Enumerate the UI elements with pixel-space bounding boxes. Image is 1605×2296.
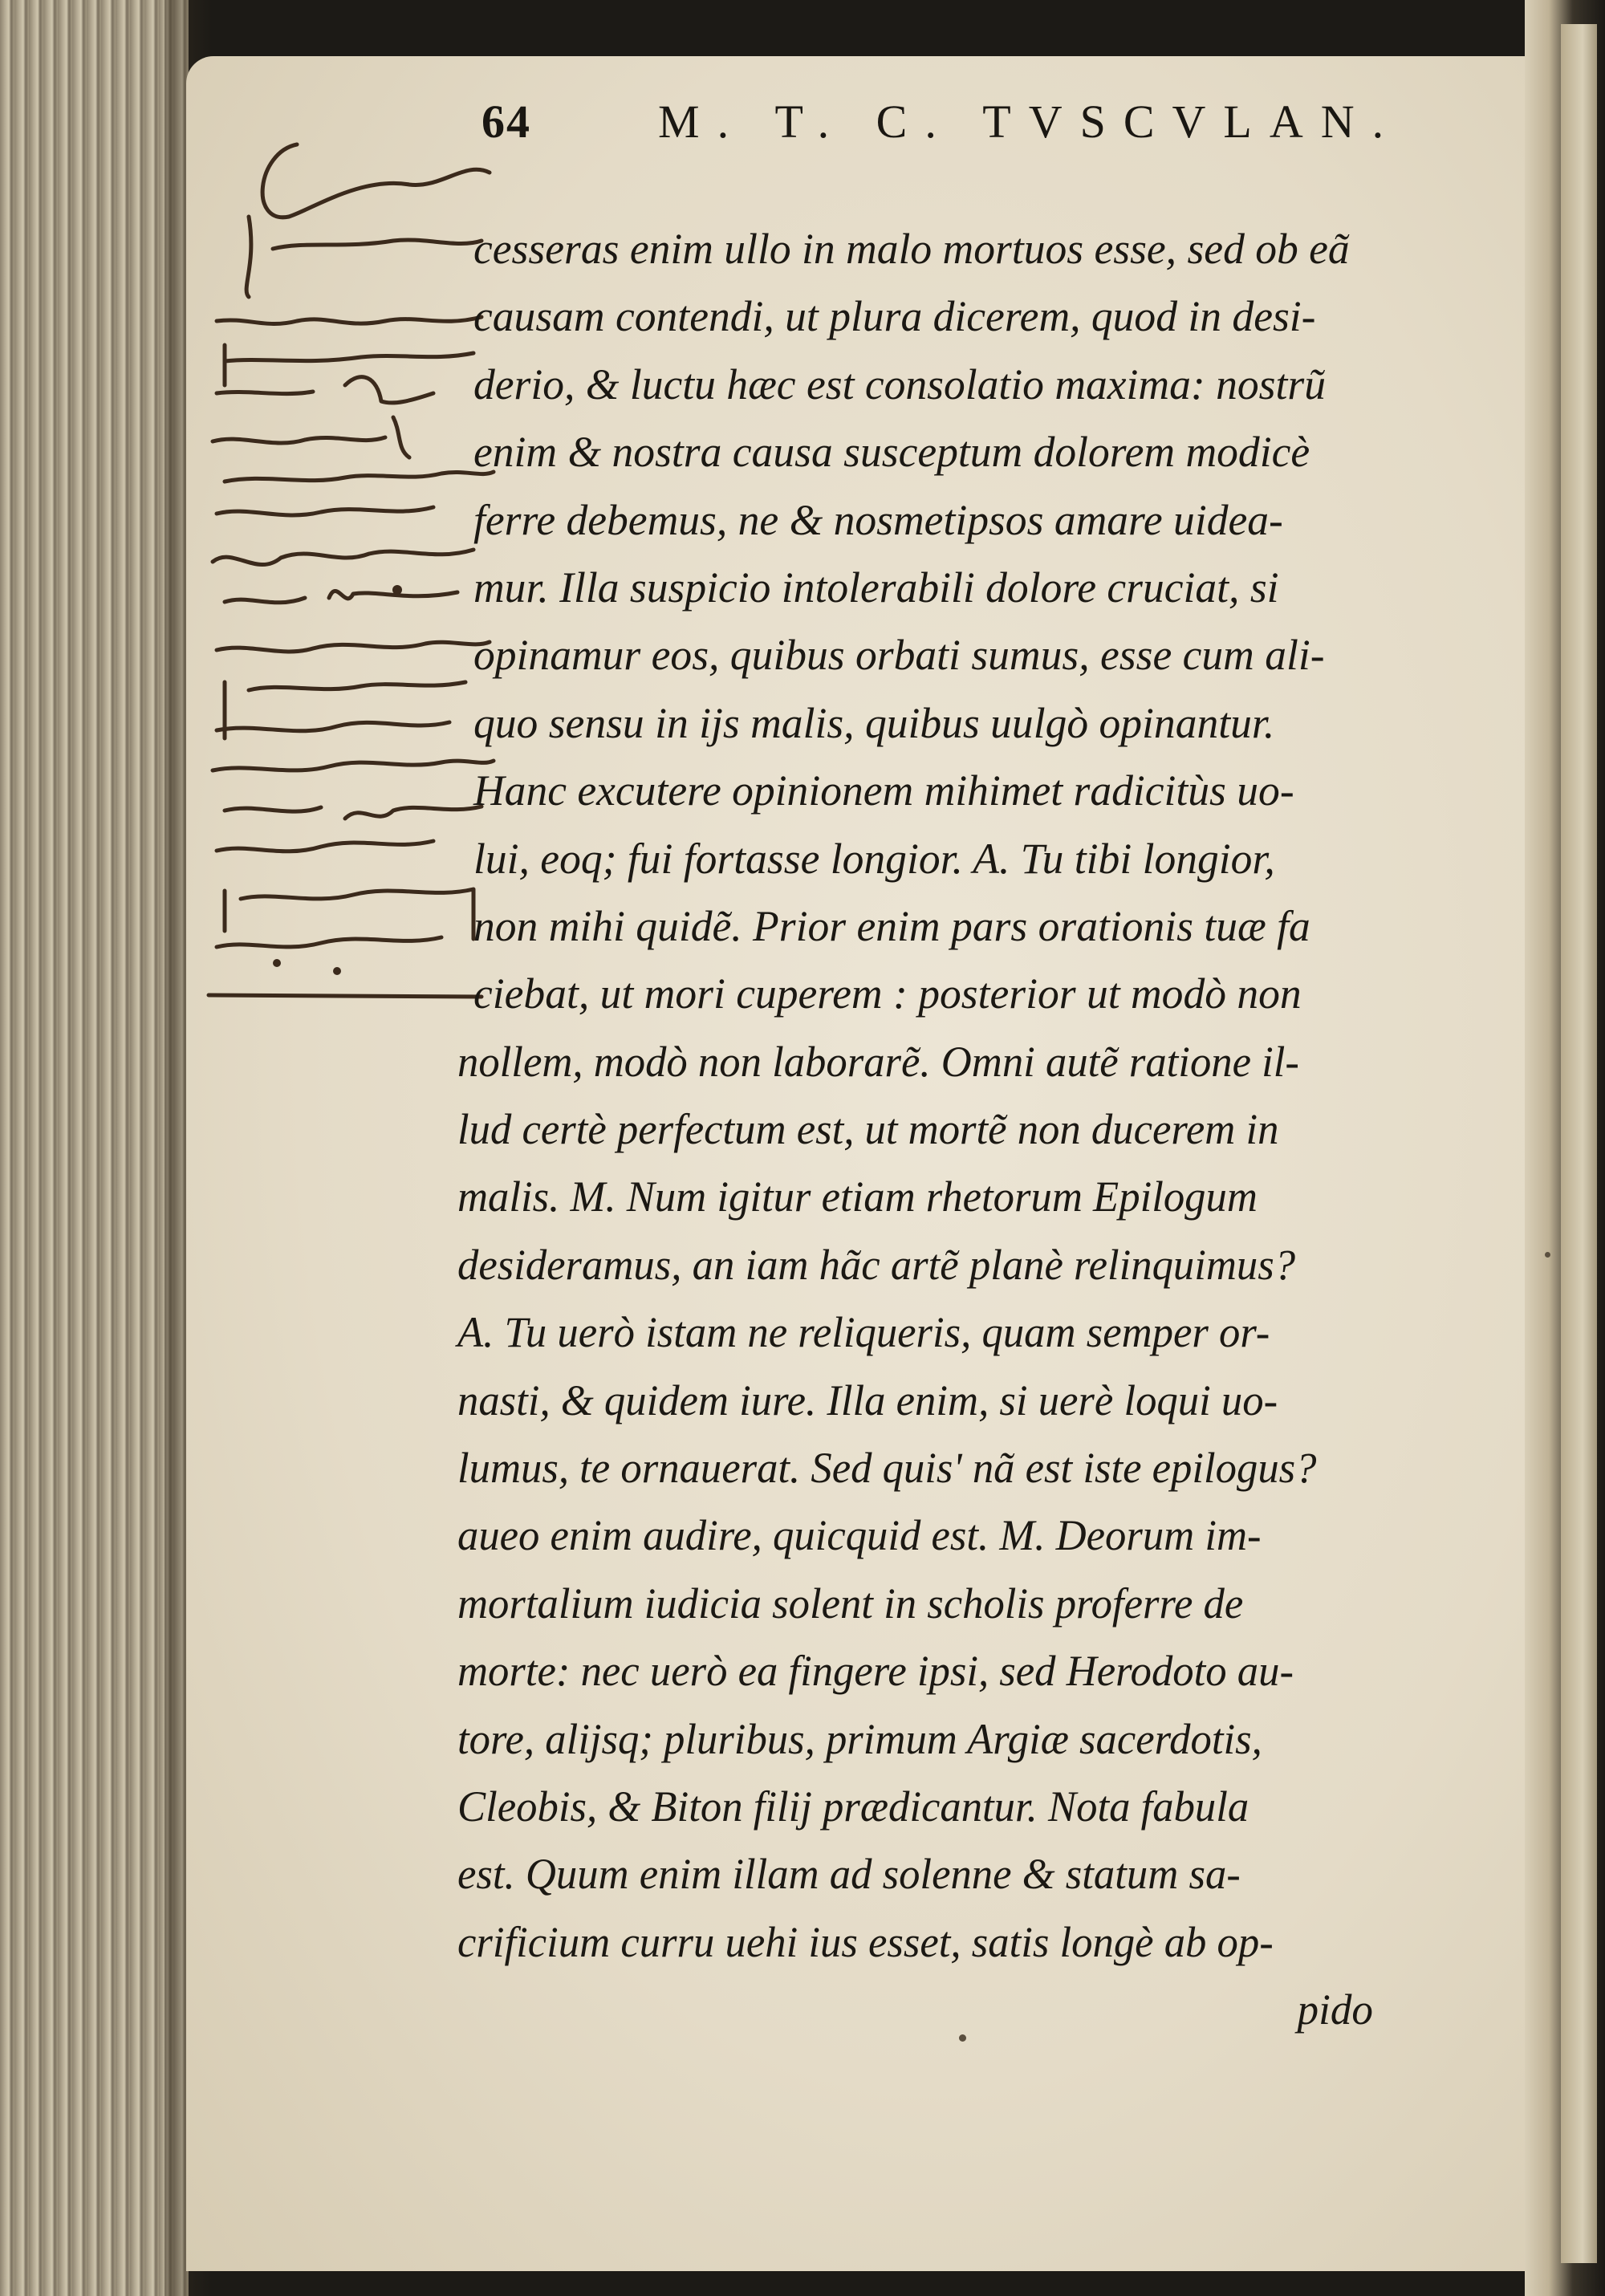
text-line: cesseras enim ullo in malo mortuos esse, sed ob eã [473, 225, 1350, 273]
text-line: non mihi quidẽ. Prior enim pars orationis tuæ fa [473, 901, 1310, 950]
page-number: 64 [482, 95, 531, 148]
text-line: ciebat, ut mori cuperem : posterior ut modò non [473, 969, 1302, 1018]
text-line: Hanc excutere opinionem mihimet radicitùs uo- [473, 766, 1294, 815]
running-title: M. T. C. TVSCVLAN. [658, 95, 1402, 148]
text-line: causam contendi, ut plura dicerem, quod in desi- [473, 292, 1316, 341]
text-line: lud certè perfectum est, ut mortẽ non ducerem in [457, 1105, 1279, 1154]
text-line: est. Quum enim illam ad solenne & statum sa- [457, 1850, 1241, 1899]
text-line: nasti, & quidem iure. Illa enim, si uerè loqui uo- [457, 1376, 1278, 1424]
facing-page-edge [1561, 24, 1597, 2263]
text-line: derio, & luctu hæc est consolatio maxima: nostrũ [473, 360, 1326, 408]
text-line: Cleobis, & Biton filij prædicantur. Nota fabula [457, 1782, 1249, 1831]
text-line: aueo enim audire, quicquid est. M. Deorum im- [457, 1511, 1262, 1560]
text-line: lui, eoq; fui fortasse longior. A. Tu tibi longior, [473, 834, 1275, 883]
marginalia-scribbles [201, 128, 498, 1140]
text-line: tore, alijsq; pluribus, primum Argiæ sacerdotis, [457, 1714, 1262, 1763]
book-page-edges [0, 0, 189, 2296]
paper-speck [1545, 1252, 1550, 1258]
handwritten-marginalia [201, 128, 498, 1140]
text-line: nollem, modò non laborarẽ. Omni autẽ ratione il- [457, 1037, 1299, 1086]
text-line: desideramus, an iam hãc artẽ planè relinquimus? [457, 1240, 1296, 1289]
text-line: quo sensu in ijs malis, quibus uulgò opinantur. [473, 698, 1275, 747]
body-text [457, 215, 1436, 2044]
paper-speck [959, 2034, 966, 2042]
text-line: A. Tu uerò istam ne reliqueris, quam semper or- [457, 1308, 1270, 1357]
text-line: morte: nec uerò ea fingere ipsi, sed Herodoto au- [457, 1647, 1294, 1696]
text-line: mur. Illa suspicio intolerabili dolore cruciat, si [473, 563, 1279, 612]
text-line: enim & nostra causa susceptum dolorem modicè [473, 428, 1310, 477]
text-line: malis. M. Num igitur etiam rhetorum Epilogum [457, 1172, 1258, 1221]
text-line: opinamur eos, quibus orbati sumus, esse cum ali- [473, 631, 1325, 680]
catchword: pido [1297, 1985, 1373, 2034]
text-line: ferre debemus, ne & nosmetipsos amare uidea- [473, 495, 1283, 544]
text-line: lumus, te ornauerat. Sed quis' nã est iste epilogus? [457, 1444, 1317, 1493]
text-line: mortalium iudicia solent in scholis proferre de [457, 1579, 1244, 1628]
text-line: crificium curru uehi ius esset, satis longè ab op- [457, 1917, 1274, 1966]
